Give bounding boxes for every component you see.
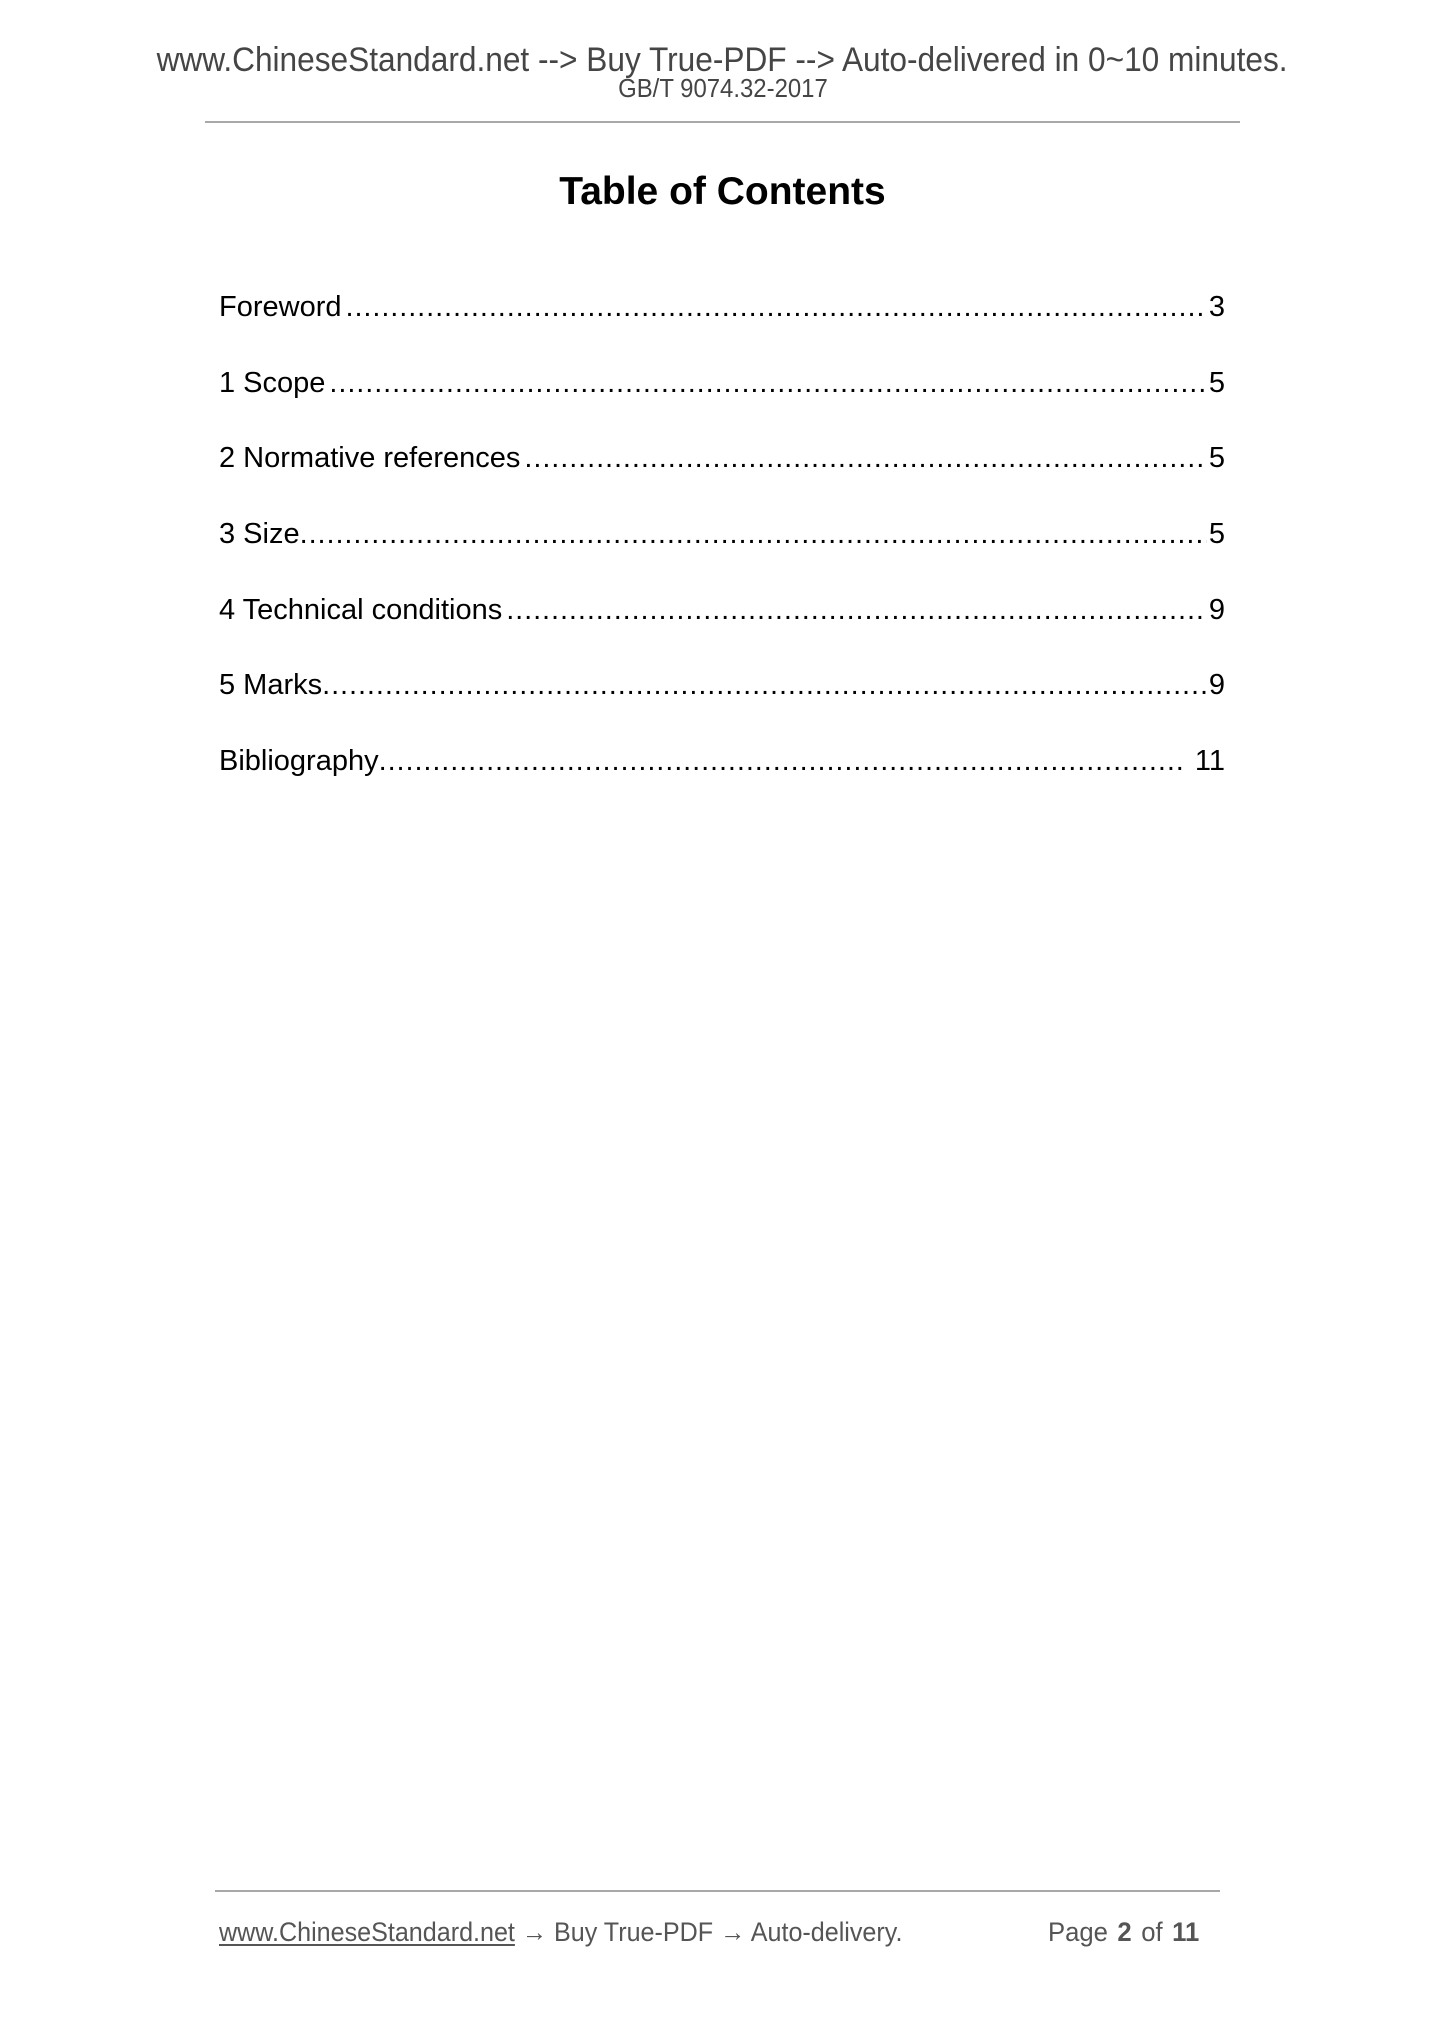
toc-entry-page[interactable]: 9 bbox=[1208, 669, 1225, 702]
toc-entry-label[interactable]: Foreword bbox=[219, 291, 342, 323]
dot-leader bbox=[322, 667, 1207, 703]
toc-entry-label[interactable]: 1 Scope bbox=[219, 366, 326, 399]
toc-entry-page[interactable]: 5 bbox=[1208, 366, 1225, 399]
of-label: of bbox=[1141, 1917, 1163, 1947]
toc-entry-page[interactable]: 3 bbox=[1208, 291, 1225, 323]
standard-number-text: GB/T 9074.32-2017 bbox=[617, 73, 828, 103]
standard-number bbox=[0, 73, 1445, 103]
footer-delivery-text: Auto-delivery. bbox=[750, 1917, 903, 1947]
total-pages-number: 11 bbox=[1172, 1917, 1200, 1947]
toc-entry-normative-references[interactable] bbox=[219, 440, 1225, 516]
toc-entry-page[interactable]: 5 bbox=[1208, 518, 1225, 551]
dot-leader bbox=[329, 365, 1206, 401]
dot-leader bbox=[300, 516, 1207, 552]
arrow-right-icon: → bbox=[720, 1917, 746, 1947]
toc-entry-page[interactable]: 5 bbox=[1208, 442, 1225, 475]
footer-promo bbox=[219, 1914, 902, 1950]
toc-entry-label[interactable]: 3 Size bbox=[219, 518, 300, 551]
toc-entry-marks[interactable] bbox=[219, 667, 1225, 743]
website-link[interactable]: www.ChineseStandard.net bbox=[219, 1917, 515, 1947]
dot-leader bbox=[524, 440, 1206, 476]
toc-entry-bibliography[interactable] bbox=[219, 743, 1225, 819]
toc-entry-label[interactable]: 2 Normative references bbox=[219, 442, 521, 475]
toc-entry-scope[interactable] bbox=[219, 365, 1225, 441]
dot-leader bbox=[379, 743, 1185, 779]
current-page-number: 2 bbox=[1117, 1917, 1132, 1947]
dot-leader bbox=[346, 289, 1207, 325]
toc-entry-page[interactable]: 11 bbox=[1194, 745, 1225, 778]
table-of-contents bbox=[219, 289, 1225, 819]
toc-entry-label[interactable]: Bibliography bbox=[219, 745, 379, 778]
footer-divider bbox=[215, 1890, 1220, 1892]
toc-entry-technical-conditions[interactable] bbox=[219, 592, 1225, 668]
header-divider bbox=[205, 121, 1240, 123]
dot-leader bbox=[506, 592, 1207, 628]
toc-entry-label[interactable]: 5 Marks bbox=[219, 669, 323, 702]
page-footer bbox=[219, 1914, 1219, 1950]
page-indicator bbox=[1048, 1914, 1199, 1950]
toc-entry-foreword[interactable] bbox=[219, 289, 1225, 365]
header-banner-text: www.ChineseStandard.net --> Buy True-PDF --> Auto-delivered in 0~10 minutes. bbox=[157, 41, 1288, 79]
page-title: Table of Contents bbox=[559, 170, 886, 213]
arrow-right-icon: → bbox=[521, 1917, 548, 1947]
toc-entry-size[interactable] bbox=[219, 516, 1225, 592]
toc-entry-label[interactable]: 4 Technical conditions bbox=[219, 593, 503, 626]
page-label: Page bbox=[1048, 1917, 1108, 1947]
toc-entry-page[interactable]: 9 bbox=[1208, 593, 1225, 626]
footer-buy-text: Buy True-PDF bbox=[554, 1917, 714, 1947]
